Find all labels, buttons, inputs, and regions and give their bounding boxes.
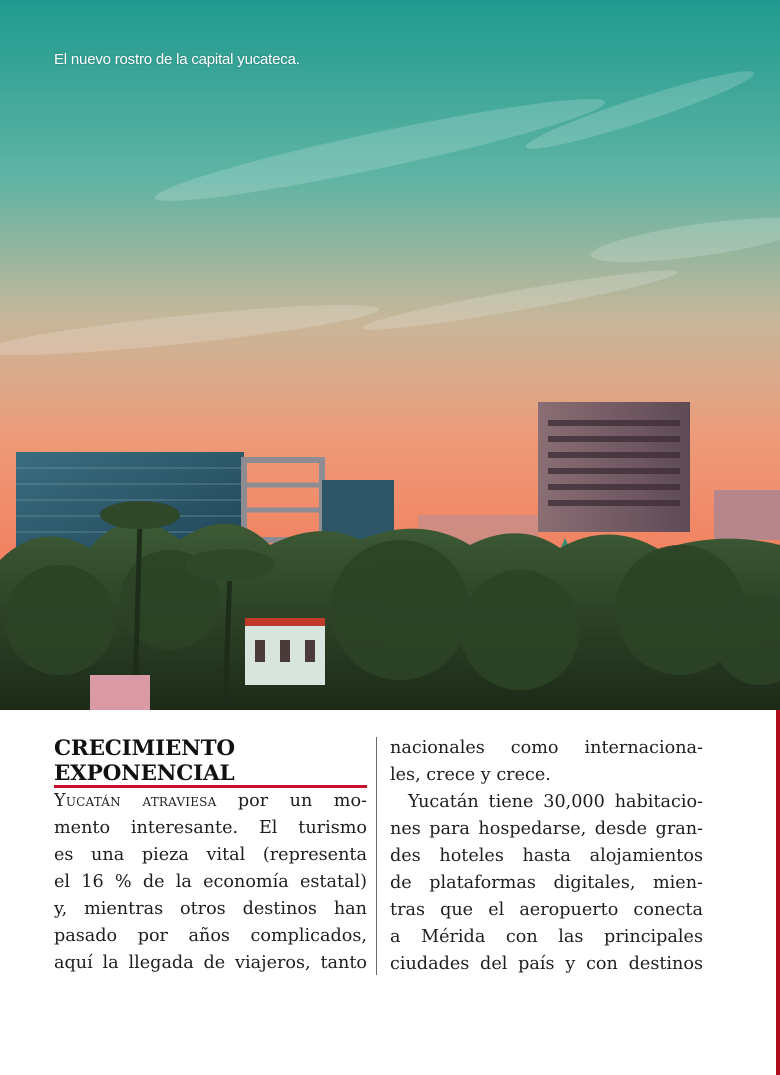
text-line: de plataformas digitales, mien- [390, 873, 703, 893]
text-line: mento interesante. El turismo [54, 818, 367, 838]
section-heading [54, 735, 367, 788]
text-line: nes para hospedarse, desde gran- [390, 819, 703, 839]
body-paragraph-1 [54, 788, 367, 977]
text-line: pasado por años complicados, [54, 926, 367, 946]
text-line: y, mientras otros destinos han [54, 899, 367, 919]
heading-underlined-text: EXPONENCIAL [54, 762, 367, 788]
text-line [54, 788, 367, 815]
text-line: el 16 % de la economía estatal) [54, 872, 367, 892]
text-line: aquí la llegada de viajeros, tanto [54, 953, 367, 973]
text-line: a Mérida con las principales [390, 927, 703, 947]
body-paragraph-1-continued [390, 735, 703, 789]
heading-line-2 [54, 762, 367, 788]
page-edge-accent [776, 710, 780, 1075]
body-paragraph-2 [390, 789, 703, 978]
photo-caption: El nuevo rostro de la capital yucateca. [54, 51, 300, 68]
heading-line-1: CRECIMIENTO [54, 736, 235, 761]
text-span: por un mo- [216, 791, 367, 811]
text-line: tras que el aeropuerto conecta [390, 900, 703, 920]
text-line: ciudades del país y con destinos [390, 954, 703, 974]
article-column-left [54, 735, 367, 977]
article-column-right [390, 735, 703, 978]
column-divider [376, 737, 377, 975]
text-line: Yucatán tiene 30,000 habitacio- [408, 792, 703, 812]
text-line: es una pieza vital (representa [54, 845, 367, 865]
text-line: nacionales como internaciona- [390, 738, 703, 758]
text-line: les, crece y crece. [390, 765, 551, 785]
lead-in-smallcaps: Yucatán atraviesa [54, 791, 217, 811]
text-line: des hoteles hasta alojamientos [390, 846, 703, 866]
